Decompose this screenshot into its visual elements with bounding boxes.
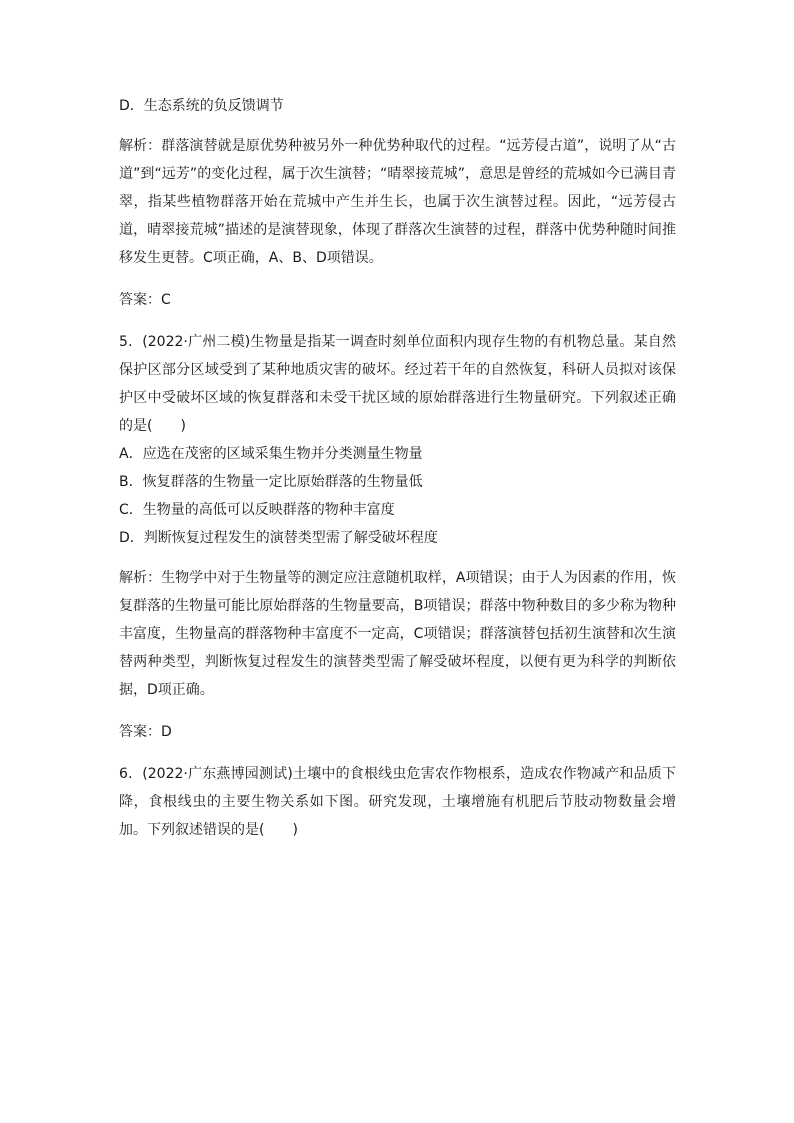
answer-value: D: [161, 724, 172, 740]
question-5-analysis: [119, 564, 676, 704]
analysis-text: 生物学中对于生物量等的测定应注意随机取样，A项错误；由于人为因素的作用，恢复群落的生物量可能比原始群落的生物量要高，B项错误；群落中物种数目的多少称为物种丰富度，生物量高的群落物种丰富度不一定高，C项错误；群落演替包括初生演替和次生演替两种类型，判断恢复过程发生的演替类型需了解受破坏程度，以便有更为科学的判断依据，D项正确。: [119, 570, 676, 698]
question-5-answer: [119, 718, 676, 746]
analysis-label: 解析：: [119, 138, 162, 154]
question-5-option-d: D．判断恢复过程发生的演替类型需了解受破坏程度: [119, 530, 438, 546]
analysis-label: 解析：: [119, 570, 162, 586]
question-5-option-a: A．应选在茂密的区域采集生物并分类测量生物量: [119, 446, 423, 462]
prev-analysis: [119, 132, 676, 272]
analysis-text: 群落演替就是原优势种被另外一种优势种取代的过程。“远芳侵古道”，说明了从“古道”到“远芳”的变化过程，属于次生演替；“晴翠接荒城”，意思是曾经的荒城如今已满目青翠，指某些植物群落开始在荒城中产生并生长，也属于次生演替过程。因此，“远芳侵古道，晴翠接荒城”描述的是演替现象，体现了群落次生演替的过程，群落中优势种随时间推移发生更替。C项正确，A、B、D项错误。: [119, 138, 676, 266]
question-5-option-b: B．恢复群落的生物量一定比原始群落的生物量低: [119, 474, 423, 490]
question-5-stem: 5．(2022·广州二模)生物量是指某一调查时刻单位面积内现存生物的有机物总量。某自然保护区部分区域受到了某种地质灾害的破坏。经过若干年的自然恢复，科研人员拟对该保护区中受破坏区域的恢复群落和未受干扰区域的原始群落进行生物量研究。下列叙述正确的是( ): [119, 334, 676, 434]
question-6-stem: 6．(2022·广东燕博园测试)土壤中的食根线虫危害农作物根系，造成农作物减产和品质下降，食根线虫的主要生物关系如下图。研究发现，土壤增施有机肥后节肢动物数量会增加。下列叙述错误的是( ): [119, 766, 676, 838]
prev-option-d: D．生态系统的负反馈调节: [119, 98, 284, 114]
question-5-option-c: C．生物量的高低可以反映群落的物种丰富度: [119, 502, 395, 518]
answer-label: 答案：: [119, 292, 161, 308]
answer-label: 答案：: [119, 724, 161, 740]
prev-answer: [119, 286, 676, 314]
answer-value: C: [161, 292, 171, 308]
